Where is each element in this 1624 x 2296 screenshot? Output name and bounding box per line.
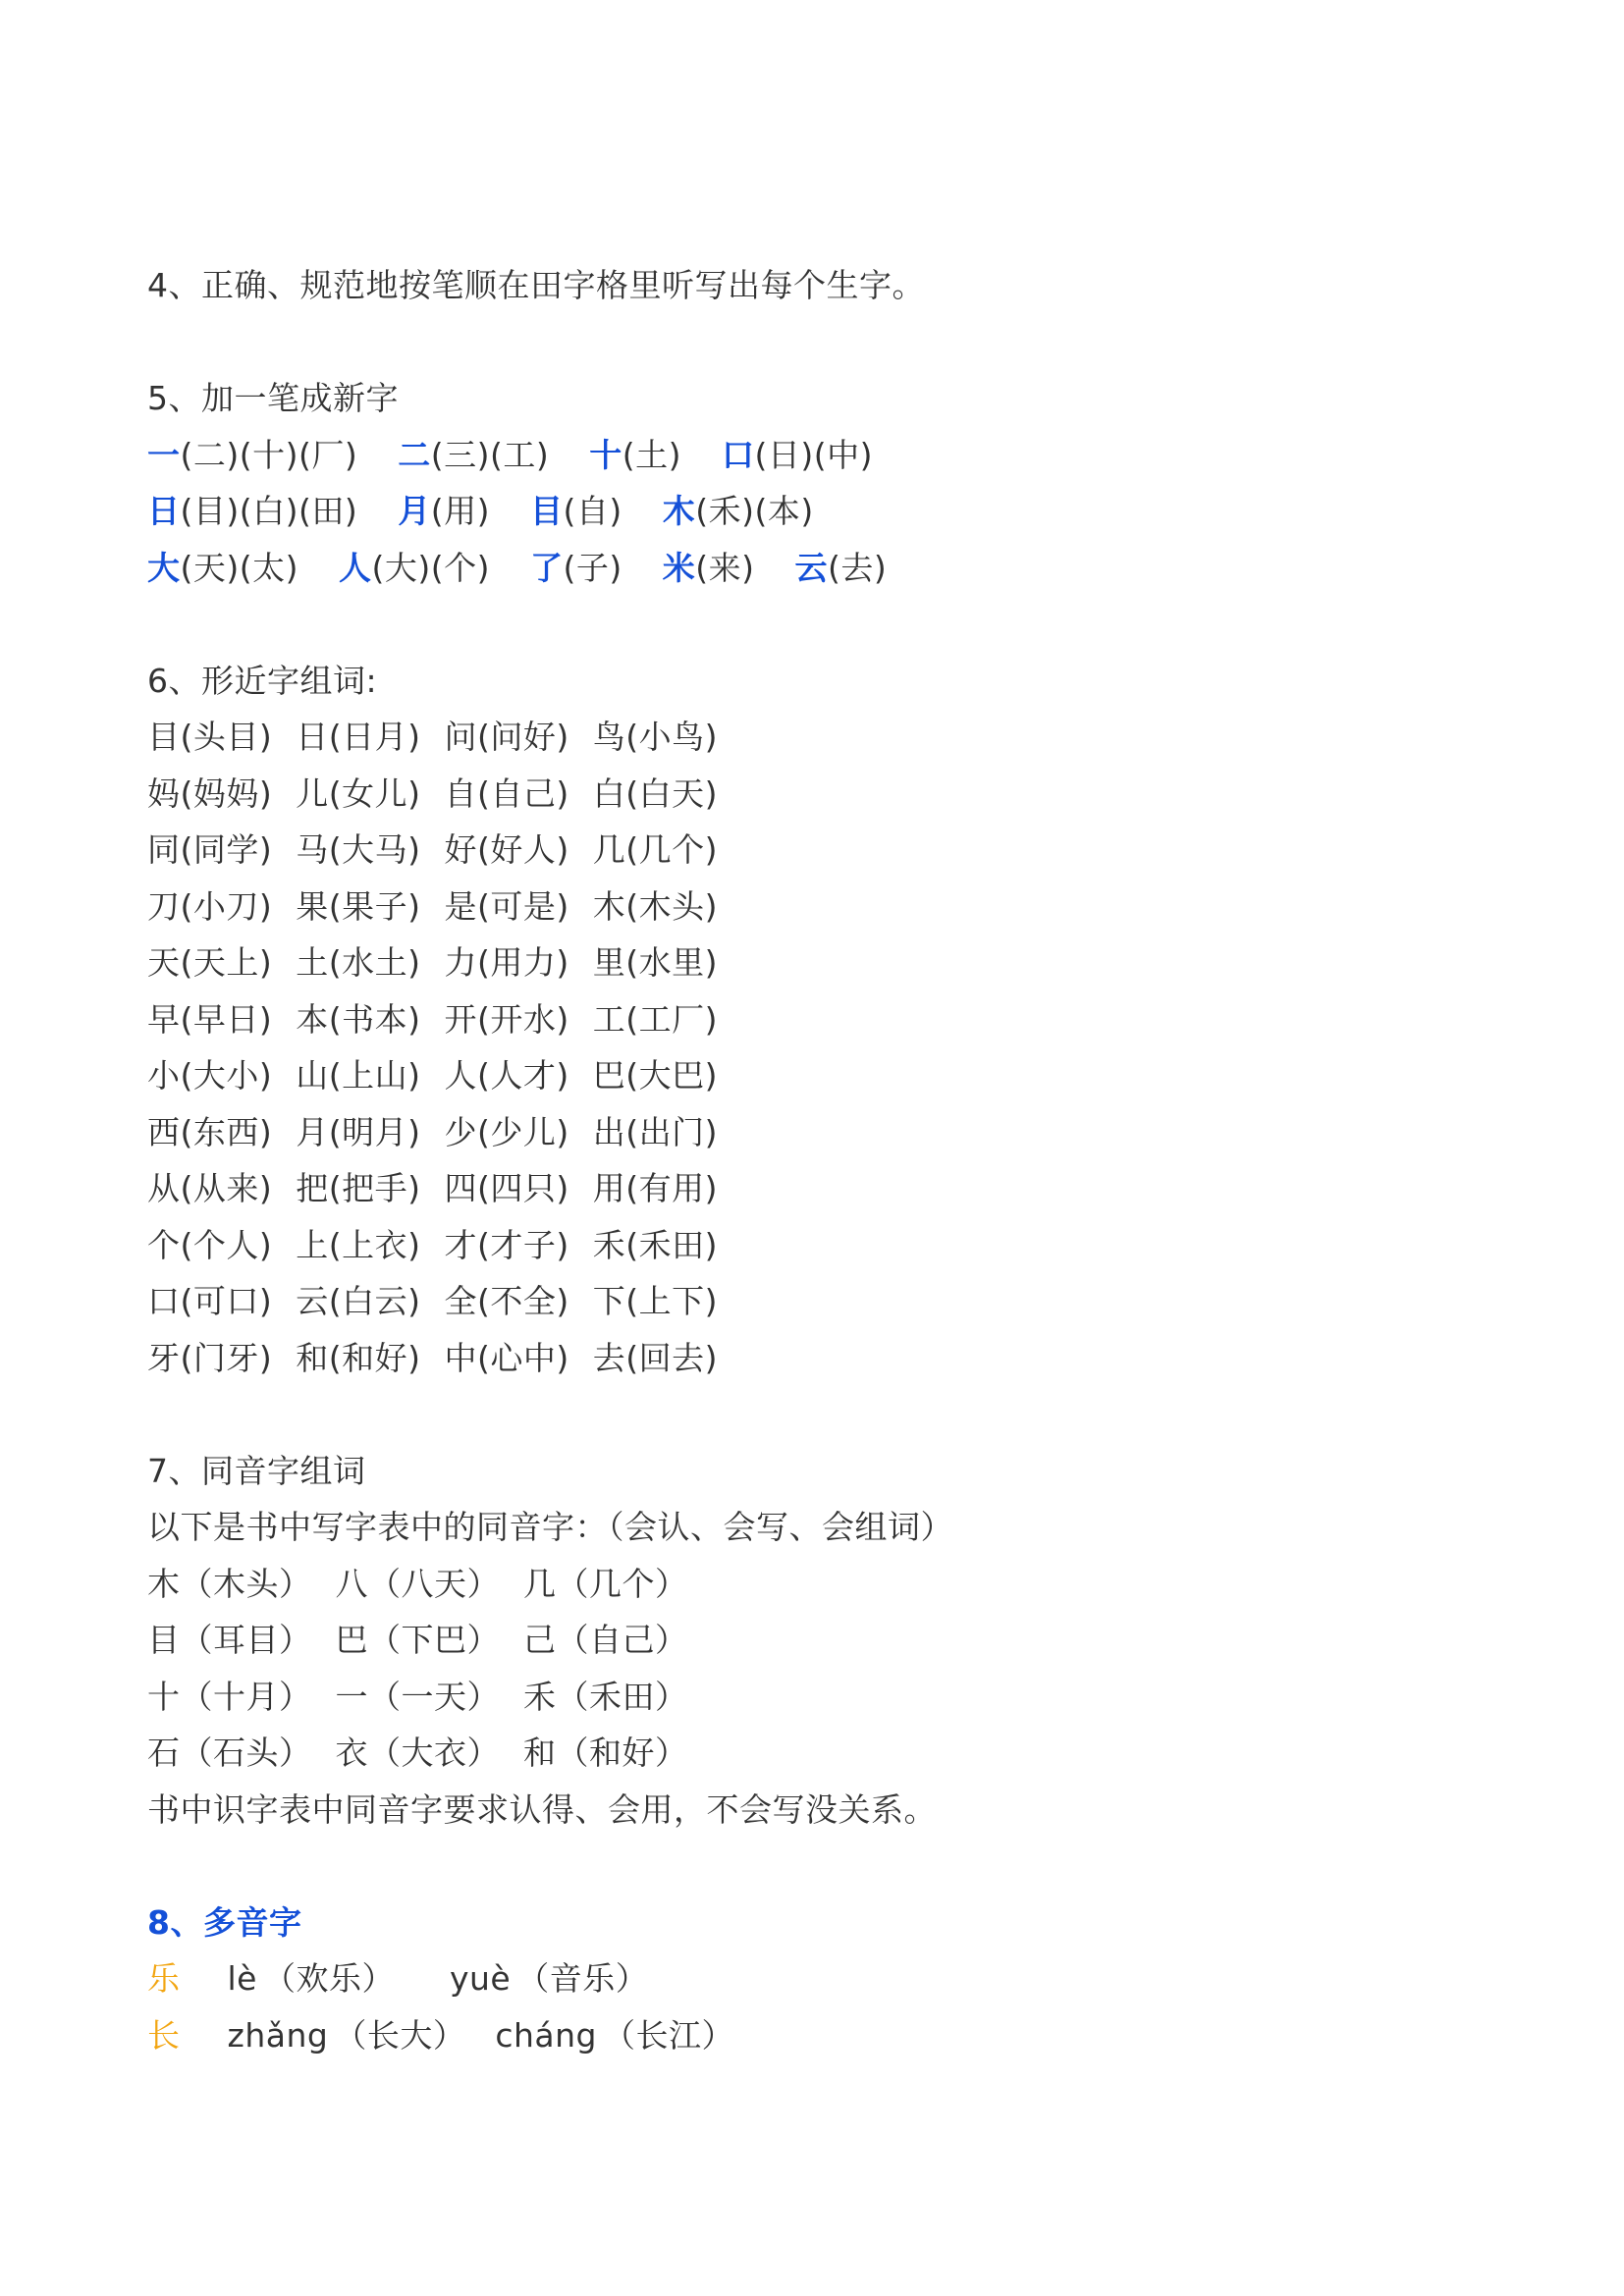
section-7-intro: 以下是书中写字表中的同音字：（会认、会写、会组词） (147, 1508, 953, 1546)
similar-chars-row (147, 991, 1522, 1048)
word-item: 和(和好) (296, 1338, 421, 1377)
word-item: 几（几个） (523, 1564, 688, 1603)
similar-chars-row (147, 1273, 1522, 1330)
word-item: 木（木头） (147, 1564, 312, 1603)
worksheet-page (147, 257, 1522, 2063)
similar-chars-row (147, 709, 1522, 766)
new-chars: (二)(十)(厂) (180, 435, 358, 474)
word-item: 木(木头) (592, 886, 718, 926)
word-item: 禾(禾田) (592, 1225, 718, 1264)
base-char: 云 (794, 548, 828, 587)
word-item: 全(不全) (444, 1282, 569, 1320)
word-item: 人(人才) (444, 1056, 569, 1095)
add-stroke-group (530, 483, 623, 540)
word-item: 同(同学) (147, 830, 273, 869)
add-stroke-group (147, 483, 357, 540)
homophone-row (147, 1612, 1522, 1669)
word-item: 才(才子) (444, 1225, 569, 1264)
word-item: 牙(门牙) (147, 1338, 273, 1377)
word-item: 一（一天） (335, 1677, 500, 1716)
add-stroke-group (398, 427, 549, 484)
word-item: 从(从来) (147, 1169, 273, 1207)
similar-chars-row (147, 1330, 1522, 1387)
base-char: 了 (530, 548, 564, 587)
word-item: 禾（禾田） (523, 1677, 688, 1716)
similar-chars-row (147, 766, 1522, 823)
similar-chars-row (147, 1160, 1522, 1217)
word-item: 巴(大巴) (592, 1056, 718, 1095)
homophone-row (147, 1556, 1522, 1613)
word-item: 果(果子) (296, 886, 421, 926)
word-2: （长江） (602, 2015, 734, 2055)
word-item: 山(上山) (296, 1056, 421, 1095)
base-char: 人 (339, 548, 372, 587)
section-4-title: 4、正确、规范地按笔顺在田字格里听写出每个生字。 (147, 266, 925, 304)
word-item: 云(白云) (296, 1282, 421, 1320)
add-stroke-group (339, 540, 490, 597)
word-item: 日(日月) (296, 718, 421, 756)
word-item: 妈(妈妈) (147, 774, 273, 813)
word-item: 和（和好） (523, 1734, 688, 1772)
pinyin-1: zhǎng (227, 2015, 329, 2055)
word-item: 月(明月) (296, 1112, 421, 1151)
add-stroke-group (663, 483, 814, 540)
homophone-row (147, 1669, 1522, 1726)
spacer (147, 1838, 1522, 1895)
similar-chars-row (147, 934, 1522, 991)
word-item: 天(天上) (147, 943, 273, 982)
add-stroke-group (722, 427, 873, 484)
new-chars: (自) (563, 492, 623, 530)
word-item: 几(几个) (592, 830, 718, 869)
word-item: 工(工厂) (592, 999, 718, 1039)
word-1: （欢乐） (262, 1959, 395, 1998)
word-item: 把(把手) (296, 1169, 421, 1207)
similar-chars-row (147, 1217, 1522, 1274)
new-chars: (子) (563, 548, 623, 587)
word-item: 口(可口) (147, 1282, 273, 1320)
base-char: 一 (147, 435, 181, 474)
word-item: 力(用力) (444, 943, 569, 982)
homophone-row (147, 1725, 1522, 1782)
base-char: 大 (147, 548, 181, 587)
word-item: 本(书本) (296, 999, 421, 1039)
new-chars: (日)(中) (754, 435, 873, 474)
new-chars: (目)(白)(田) (180, 492, 358, 530)
word-item: 己（自己） (523, 1621, 688, 1659)
word-item: 用(有用) (592, 1169, 718, 1207)
new-chars: (天)(太) (180, 548, 298, 587)
word-item: 里(水里) (592, 943, 718, 982)
word-item: 西(东西) (147, 1112, 273, 1151)
word-item: 小(大小) (147, 1056, 273, 1095)
spacer (147, 314, 1522, 371)
section-6-title: 6、形近字组词: (147, 661, 378, 700)
new-chars: (三)(工) (430, 435, 550, 474)
pinyin-2: yuè (449, 1959, 512, 1998)
word-item: 好(好人) (444, 830, 569, 869)
word-item: 目（耳目） (147, 1621, 312, 1659)
word-item: 白(白天) (592, 774, 718, 813)
similar-chars-row (147, 1047, 1522, 1104)
word-item: 石（石头） (147, 1734, 312, 1772)
new-chars: (禾)(本) (695, 492, 814, 530)
word-item: 是(可是) (444, 886, 569, 926)
pinyin-1: lè (227, 1959, 257, 1998)
pinyin-2: cháng (495, 2015, 597, 2055)
similar-chars-row (147, 1104, 1522, 1161)
add-stroke-row-1 (147, 427, 1522, 484)
section-7-title: 7、同音字组词 (147, 1451, 366, 1490)
polyphone-char: 乐 (147, 1959, 181, 1998)
word-item: 少(少儿) (444, 1112, 569, 1151)
similar-chars-row (147, 822, 1522, 879)
add-stroke-group (530, 540, 623, 597)
word-item: 刀(小刀) (147, 886, 273, 926)
base-char: 二 (398, 435, 431, 474)
new-chars: (用) (430, 492, 490, 530)
add-stroke-group (147, 540, 298, 597)
word-item: 问(问好) (444, 718, 569, 756)
base-char: 日 (147, 492, 181, 530)
word-2: （音乐） (516, 1959, 649, 1998)
base-char: 口 (722, 435, 755, 474)
word-item: 四(四只) (444, 1169, 569, 1207)
add-stroke-group (147, 427, 357, 484)
word-item: 十（十月） (147, 1677, 312, 1716)
word-item: 出(出门) (592, 1112, 718, 1151)
word-item: 鸟(小鸟) (592, 718, 718, 756)
word-item: 土(水土) (296, 943, 421, 982)
base-char: 十 (589, 435, 623, 474)
word-item: 目(头目) (147, 718, 273, 756)
word-item: 衣（大衣） (335, 1734, 500, 1772)
word-item: 中(心中) (444, 1338, 569, 1377)
new-chars: (去) (828, 548, 888, 587)
word-item: 个(个人) (147, 1225, 273, 1264)
word-item: 巴（下巴） (335, 1621, 500, 1659)
word-1: （长大） (334, 2015, 466, 2055)
spacer (147, 596, 1522, 653)
word-item: 下(上下) (592, 1282, 718, 1320)
add-stroke-group (663, 540, 755, 597)
base-char: 月 (398, 492, 431, 530)
polyphone-row (147, 1950, 1522, 2007)
word-item: 去(回去) (592, 1338, 718, 1377)
word-item: 儿(女儿) (296, 774, 421, 813)
base-char: 木 (662, 492, 696, 530)
polyphone-char: 长 (147, 2015, 181, 2055)
add-stroke-group (589, 427, 681, 484)
new-chars: (大)(个) (371, 548, 490, 587)
word-item: 上(上衣) (296, 1225, 421, 1264)
add-stroke-group (398, 483, 490, 540)
word-item: 自(自己) (444, 774, 569, 813)
new-chars: (土) (622, 435, 681, 474)
new-chars: (来) (695, 548, 755, 587)
section-8-title: 8、多音字 (147, 1902, 302, 1942)
word-item: 开(开水) (444, 999, 569, 1039)
section-5-title: 5、加一笔成新字 (147, 379, 399, 417)
add-stroke-group (795, 540, 888, 597)
similar-chars-row (147, 879, 1522, 935)
word-item: 马(大马) (296, 830, 421, 869)
word-item: 早(早日) (147, 999, 273, 1039)
add-stroke-row-3 (147, 540, 1522, 597)
word-item: 八（八天） (335, 1564, 500, 1603)
base-char: 米 (662, 548, 696, 587)
spacer (147, 1386, 1522, 1443)
section-7-note: 书中识字表中同音字要求认得、会用，不会写没关系。 (147, 1789, 937, 1829)
polyphone-row (147, 2007, 1522, 2064)
base-char: 目 (530, 492, 564, 530)
add-stroke-row-2 (147, 483, 1522, 540)
